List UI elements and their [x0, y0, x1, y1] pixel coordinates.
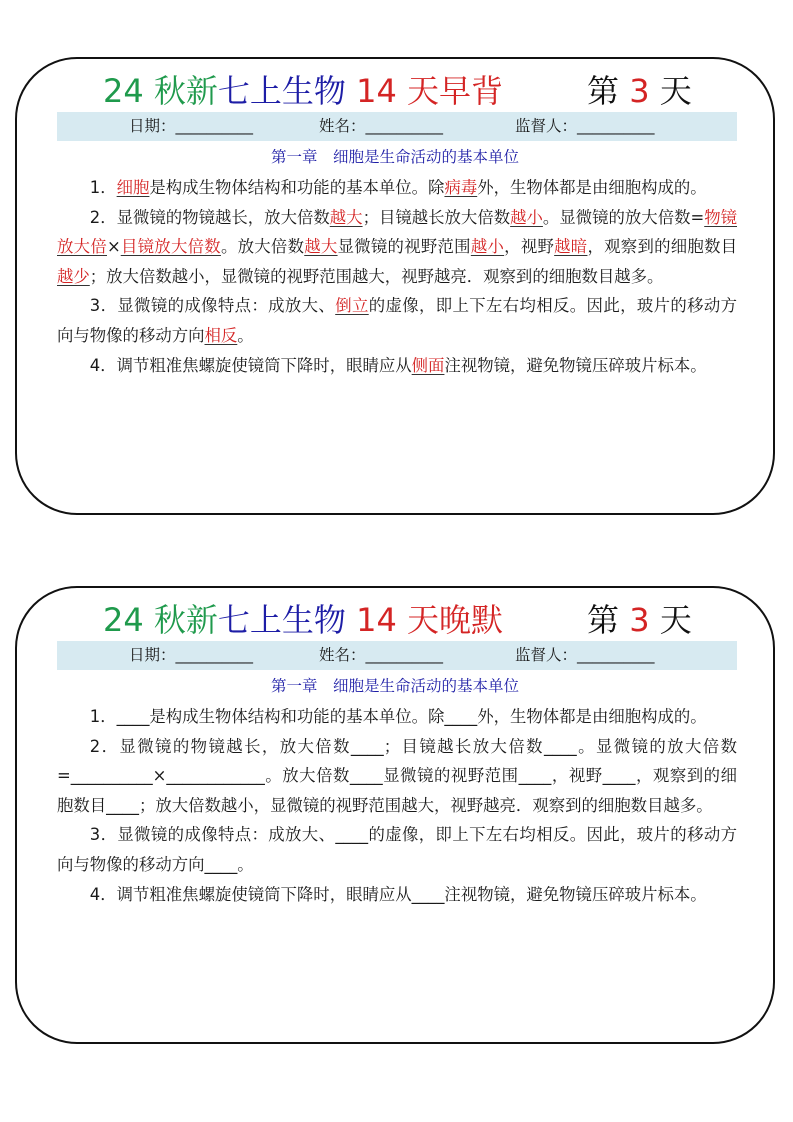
paragraph-4	[57, 351, 737, 381]
text-segment: 2．显微镜的物镜越长，放大倍数	[89, 207, 330, 227]
text-segment: ，观察到的细胞数目	[587, 237, 738, 257]
title-part-2: 七上生物	[217, 72, 346, 110]
info-bar	[57, 112, 737, 141]
text-segment: 显微镜的视野范围	[337, 237, 471, 257]
text-segment: 4．调节粗准焦螺旋使镜筒下降时，眼睛应从	[89, 355, 412, 375]
title-part-1: 24 秋新	[103, 601, 218, 639]
day-label	[587, 594, 692, 646]
day-suffix: 天	[659, 72, 692, 110]
text-segment: 。	[237, 325, 254, 345]
paragraph-4	[57, 880, 737, 910]
answer-text: 越少	[57, 266, 90, 286]
day-suffix: 天	[659, 601, 692, 639]
text-segment: 4．调节粗准焦螺旋使镜筒下降时，眼睛应从____注视物镜，避免物镜压碎玻片标本。	[89, 884, 707, 904]
date-field[interactable]: 日期：__________	[129, 646, 254, 664]
paragraph-2	[57, 732, 737, 821]
text-segment: 注视物镜，避免物镜压碎玻片标本。	[444, 355, 707, 375]
answer-text: 物镜放大倍	[57, 207, 738, 257]
paragraph-1	[57, 173, 737, 203]
paragraph-3	[57, 820, 737, 879]
chapter-heading: 第一章 细胞是生命活动的基本单位	[270, 148, 519, 166]
supervisor-field[interactable]: 监督人：__________	[515, 117, 655, 135]
day-label	[587, 65, 692, 117]
text-segment: 。显微镜的放大倍数=	[542, 207, 705, 227]
supervisor-field[interactable]: 监督人：__________	[515, 646, 655, 664]
morning-recite-card	[15, 57, 775, 515]
name-field[interactable]: 姓名：__________	[319, 117, 444, 135]
date-field[interactable]: 日期：__________	[129, 117, 254, 135]
name-field[interactable]: 姓名：__________	[319, 646, 444, 664]
info-bar	[57, 641, 737, 670]
text-segment: ×	[106, 237, 121, 257]
text-segment: 是构成生物体结构和功能的基本单位。除	[149, 178, 445, 197]
text-segment: 3．显微镜的成像特点：成放大、	[89, 296, 336, 316]
paragraph-2	[57, 203, 737, 292]
paragraph-3	[57, 291, 737, 350]
text-segment: ，视野	[504, 237, 555, 257]
answer-text: 目镜放大倍数	[120, 237, 221, 257]
answer-text: 细胞	[116, 178, 150, 197]
text-segment: ；目镜越长放大倍数	[362, 207, 511, 227]
answer-text: 越小	[470, 237, 505, 257]
answer-text: 相反	[204, 325, 238, 345]
answer-text: 越小	[510, 207, 543, 227]
answer-text: 倒立	[335, 296, 369, 316]
card-title	[17, 594, 773, 646]
content-body	[57, 173, 737, 380]
answer-text: 侧面	[411, 355, 445, 375]
paragraph-1	[57, 702, 737, 732]
day-prefix: 第	[587, 72, 620, 110]
answer-text: 病毒	[444, 178, 478, 197]
title-part-1: 24 秋新	[103, 72, 218, 110]
card-title	[17, 65, 773, 117]
text-segment: 3．显微镜的成像特点：成放大、____的虚像，即上下左右均相反。因此，玻片的移动方向与物像的移动方向____。	[57, 825, 737, 874]
day-number: 3	[629, 601, 650, 639]
content-body	[57, 702, 737, 909]
title-part-3: 14 天早背	[356, 72, 503, 110]
text-segment: 的虚像，即上下左右均相反。因此，玻片的移动方向与物像的移动方向	[57, 296, 738, 345]
title-part-3: 14 天晚默	[356, 601, 503, 639]
text-segment: 1．____是构成生物体结构和功能的基本单位。除____外，生物体都是由细胞构成的。	[89, 707, 707, 726]
text-segment: 外，生物体都是由细胞构成的。	[477, 178, 707, 197]
answer-text: 越大	[304, 237, 338, 257]
day-number: 3	[629, 72, 650, 110]
evening-dictation-card	[15, 586, 775, 1044]
text-segment: 2．显微镜的物镜越长，放大倍数____；目镜越长放大倍数____。显微镜的放大倍数=__________×____________。放大倍数____显微镜的视野范围____，视野____，观察到的细胞数目____；放大倍数越小，显微镜的视野范围越大，视野越亮．观察到的细胞数目越多。	[57, 736, 737, 815]
text-segment: 。放大倍数	[220, 237, 305, 257]
title-part-2: 七上生物	[217, 601, 346, 639]
chapter-heading: 第一章 细胞是生命活动的基本单位	[270, 677, 519, 695]
text-segment: 1．	[89, 178, 117, 197]
answer-text: 越大	[329, 207, 363, 227]
text-segment: ；放大倍数越小，显微镜的视野范围越大，视野越亮．观察到的细胞数目越多。	[89, 266, 664, 286]
answer-text: 越暗	[554, 237, 588, 257]
day-prefix: 第	[587, 601, 620, 639]
